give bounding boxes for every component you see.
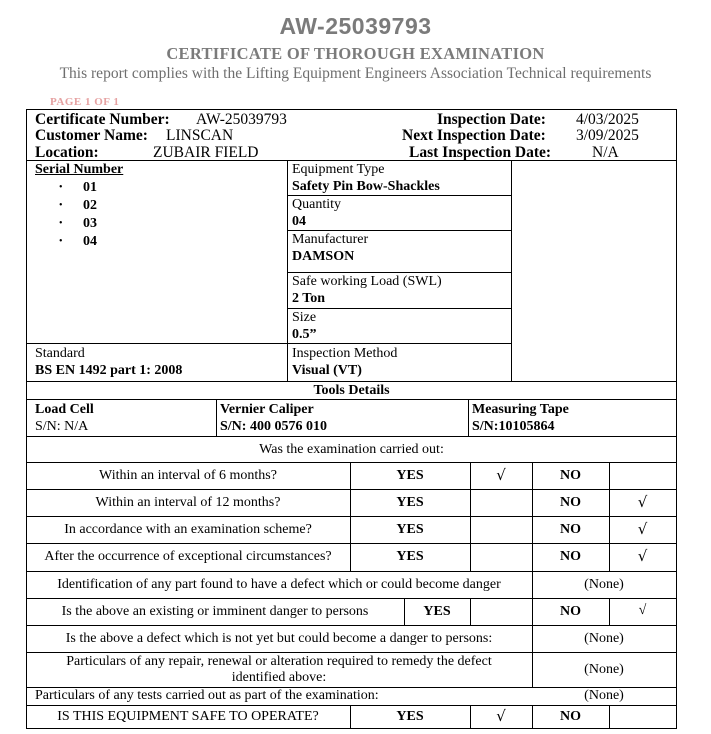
certificate-title: CERTIFICATE OF THOROUGH EXAMINATION [166, 44, 545, 63]
no-label: NO [560, 709, 581, 724]
standard-label: Standard [35, 346, 85, 361]
list-bullet: • [59, 218, 63, 229]
last-inspection-date-label: Last Inspection Date: [409, 144, 552, 161]
question-repair-particulars: Particulars of any repair, renewal or alteration required to remedy the defect [66, 654, 492, 669]
no-checkmark: √ [637, 520, 648, 538]
question-tests-particulars: Particulars of any tests carried out as part of the examination: [35, 688, 379, 703]
serial-item: 01 [83, 180, 97, 195]
equipment-type-value: Safety Pin Bow-Shackles [292, 179, 440, 194]
vernier-caliper-label: Vernier Caliper [220, 402, 314, 417]
measuring-tape-label: Measuring Tape [472, 402, 569, 417]
yes-label: YES [423, 604, 451, 619]
next-inspection-date-value: 3/09/2025 [576, 127, 639, 144]
yes-checkmark: √ [496, 466, 506, 484]
question-safe-to-operate: IS THIS EQUIPMENT SAFE TO OPERATE? [57, 709, 319, 724]
list-bullet: • [59, 200, 63, 211]
yes-label: YES [396, 495, 424, 510]
measuring-tape-sn: S/N:10105864 [472, 419, 555, 434]
question-exceptional-circumstances: After the occurrence of exceptional circumstances? [44, 549, 332, 564]
question-6-months: Within an interval of 6 months? [99, 468, 277, 483]
examination-question: Was the examination carried out: [259, 442, 444, 457]
no-checkmark: √ [637, 493, 648, 511]
last-inspection-date-value: N/A [592, 144, 619, 161]
yes-label: YES [396, 522, 424, 537]
no-label: NO [560, 522, 581, 537]
page-label: PAGE 1 OF 1 [50, 96, 120, 108]
inspection-date-label: Inspection Date: [437, 111, 546, 128]
compliance-note: This report complies with the Lifting Equipment Engineers Association Technical requirements [59, 65, 652, 82]
vernier-caliper-sn: S/N: 400 0576 010 [220, 419, 327, 434]
swl-value: 2 Ton [292, 291, 326, 306]
customer-name-label: Customer Name: [35, 127, 148, 144]
load-cell-label: Load Cell [35, 402, 94, 417]
equipment-type-label: Equipment Type [292, 162, 385, 177]
inspection-method-label: Inspection Method [292, 346, 398, 361]
standard-value: BS EN 1492 part 1: 2008 [35, 363, 183, 378]
certificate-number-label: Certificate Number: [35, 111, 170, 128]
quantity-value: 04 [292, 214, 306, 229]
yes-label: YES [396, 709, 424, 724]
answer-none: (None) [584, 688, 624, 703]
question-imminent-danger: Is the above an existing or imminent danger to persons [61, 604, 369, 619]
yes-label: YES [396, 468, 424, 483]
manufacturer-value: DAMSON [292, 249, 355, 264]
inspection-date-value: 4/03/2025 [576, 111, 639, 128]
answer-none: (None) [584, 577, 624, 592]
no-label: NO [560, 468, 581, 483]
no-label: NO [560, 495, 581, 510]
load-cell-sn: S/N: N/A [35, 419, 89, 434]
yes-checkmark: √ [496, 707, 506, 725]
certificate-number-value: AW-25039793 [196, 111, 287, 128]
size-value: 0.5” [292, 327, 317, 342]
yes-label: YES [396, 549, 424, 564]
list-bullet: • [59, 236, 63, 247]
question-examination-scheme: In accordance with an examination scheme? [64, 522, 312, 537]
quantity-label: Quantity [292, 197, 341, 212]
no-checkmark: √ [637, 547, 648, 565]
tools-details-title: Tools Details [313, 383, 390, 398]
customer-name-value: LINSCAN [166, 127, 234, 144]
swl-label: Safe working Load (SWL) [292, 274, 442, 289]
serial-item: 02 [83, 198, 97, 213]
serial-item: 04 [83, 234, 97, 249]
question-future-danger: Is the above a defect which is not yet but could become a danger to persons: [65, 631, 493, 646]
no-label: NO [560, 604, 581, 619]
next-inspection-date-label: Next Inspection Date: [402, 127, 546, 144]
no-label: NO [560, 549, 581, 564]
document-id: AW-25039793 [279, 13, 432, 39]
location-label: Location: [35, 144, 99, 161]
question-12-months: Within an interval of 12 months? [95, 495, 281, 510]
inspection-method-value: Visual (VT) [292, 363, 362, 378]
serial-number-label: Serial Number [35, 162, 124, 177]
manufacturer-label: Manufacturer [292, 232, 369, 247]
answer-none: (None) [584, 662, 624, 677]
no-checkmark: √ [638, 603, 647, 618]
serial-item: 03 [83, 216, 97, 231]
answer-none: (None) [584, 631, 624, 646]
question-repair-particulars-continued: identified above: [231, 670, 327, 685]
list-bullet: • [59, 182, 63, 193]
size-label: Size [292, 310, 317, 325]
question-defect-identification: Identification of any part found to have a defect which or could become danger [57, 577, 501, 592]
location-value: ZUBAIR FIELD [153, 144, 259, 161]
